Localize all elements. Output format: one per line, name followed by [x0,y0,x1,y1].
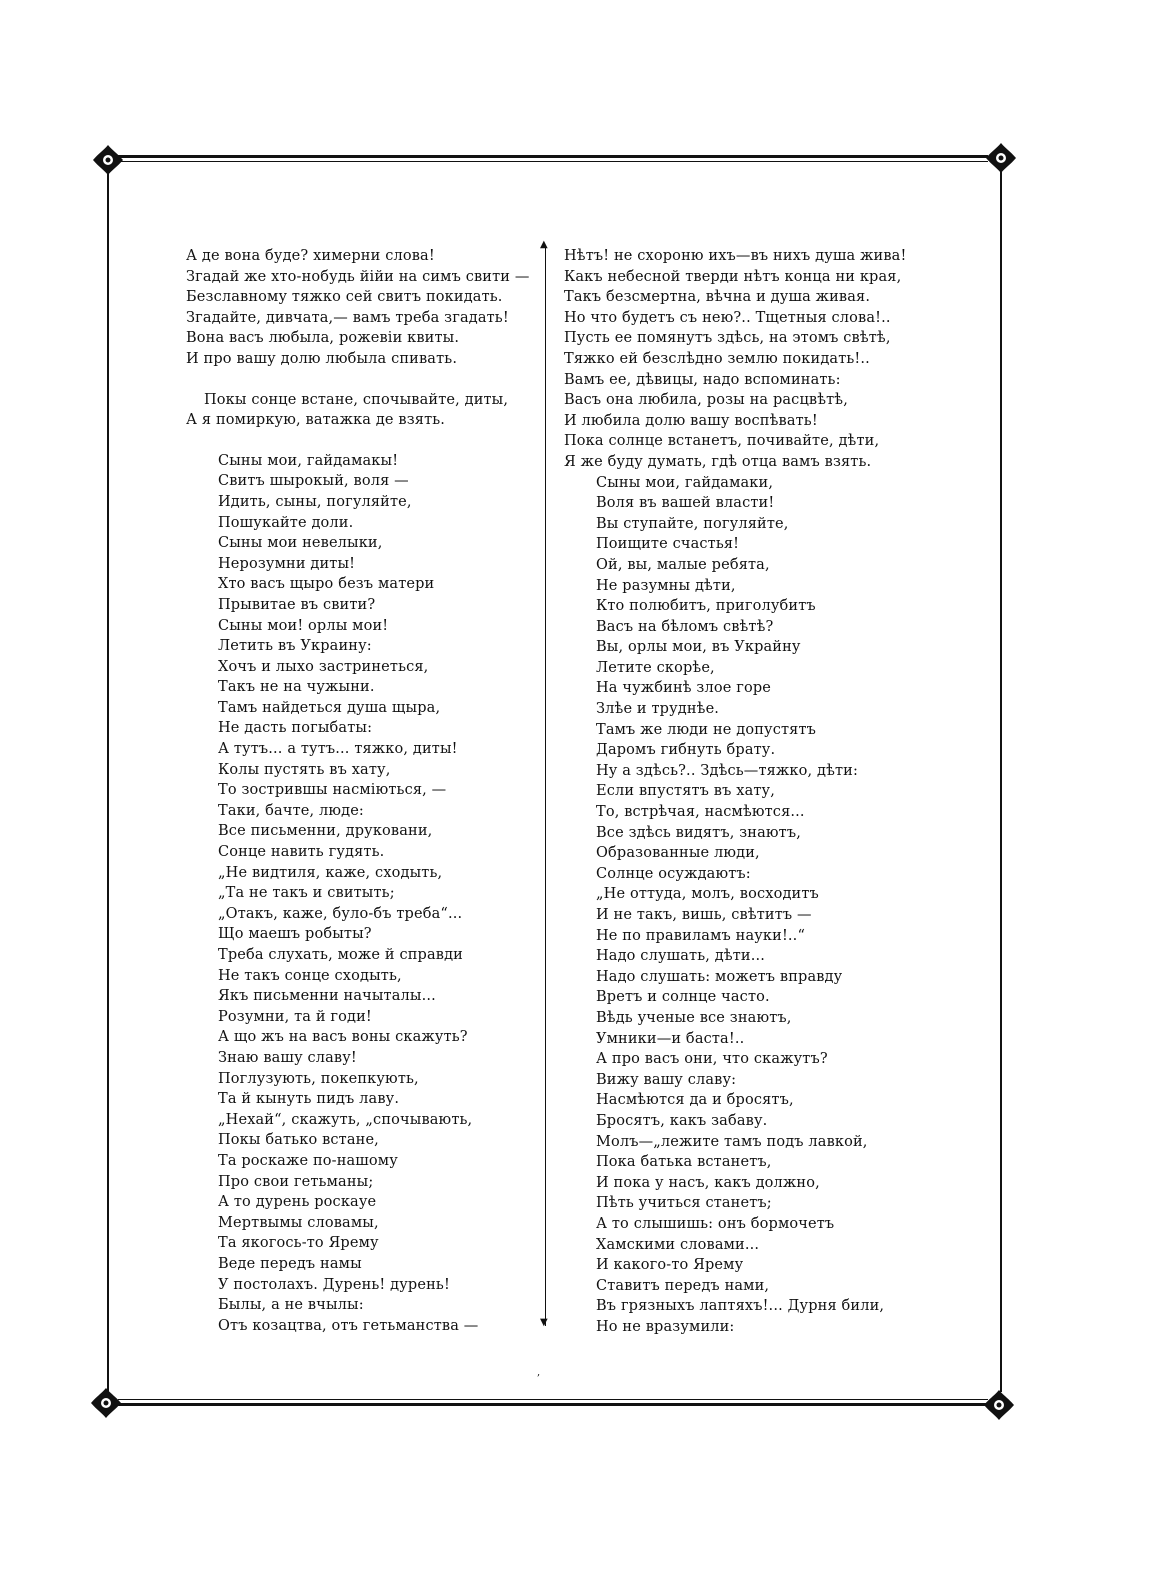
poem-line: Та й кынуть пидъ лаву. [218,1091,400,1108]
poem-line: Та роскаже по-нашому [218,1152,398,1169]
poem-line: А про васъ они, что скажутъ? [596,1051,828,1068]
poem-line: Но что будетъ съ нею?.. Тщетныя слова!.. [564,309,891,326]
poem-line: Веде передъ намы [218,1255,362,1272]
poem-line: Вона васъ любыла, рожевіи квиты. [186,330,460,347]
poem-line: Тяжко ей безслѣдно землю покидать!.. [564,350,870,367]
poem-line: Ну а здѣсь?.. Здѣсь—тяжко, дѣти: [596,762,859,779]
poem-line: Треба слухать, може й справди [218,947,463,963]
frame-top-border [118,155,988,158]
poem-line: Хочъ и лыхо застринеться, [218,658,429,675]
poem-line: Не разумны дѣти, [596,577,736,594]
poem-line: Не такъ сонце сходыть, [218,967,402,984]
poem-line: „Нехай“, скажуть, „спочывають, [218,1111,473,1128]
poem-line: Вы, орлы мои, въ Украйну [596,639,801,656]
poem-line: Отъ козацтва, отъ гетьманства — [218,1317,479,1334]
poem-line: Васъ она любила, розы на расцвѣтѣ, [564,392,848,409]
poem-line: Летить въ Украину: [218,638,372,655]
poem-line: Свитъ шырокый, воля — [218,473,409,490]
poem-line: Згадай же хто-нобудь йійи на симъ свити — [186,268,530,285]
column-divider [545,246,546,1326]
frame-bottom-border-inner [118,1399,988,1400]
poem-line: Сонце навить гудять. [218,844,385,861]
poem-line: „Не оттуда, молъ, восходитъ [596,886,819,903]
poem-line: Знаю вашу славу! [218,1049,357,1066]
poem-line: Сыны мои! орлы мои! [218,617,389,634]
left-column-poem [186,246,530,1336]
poem-line: Не дасть погыбаты: [218,720,373,737]
poem-line: Я же буду думать, гдѣ отца вамъ взять. [564,453,872,470]
poem-line: Такъ безсмертна, вѣчна и душа живая. [564,289,871,306]
poem-line: Хто васъ щыро безъ матери [218,576,435,593]
poem-line: Хамскими словами... [596,1236,760,1253]
frame-top-border-inner [118,161,988,162]
poem-line: И не такъ, вишь, свѣтитъ — [596,907,812,923]
poem-line: Надо слушать, дѣти... [596,948,766,965]
poem-line: Пока батька встанетъ, [596,1154,772,1171]
poem-line: А що жъ на васъ воны скажуть? [218,1029,468,1046]
poem-line: Якъ письменни начыталы... [218,988,436,1005]
poem-line: То, встрѣчая, насмѣются... [596,804,805,821]
poem-line: Если впустятъ въ хату, [596,783,775,800]
page-mark: , [537,1367,541,1378]
frame-left-border [107,170,109,1392]
poem-line: И любила долю вашу воспѣвать! [564,412,818,429]
poem-line: Що маешъ робыты? [218,926,372,943]
poem-line: Поглузують, покепкують, [218,1070,419,1087]
poem-line: Такъ не на чужыни. [218,679,375,696]
poem-line: Воля въ вашей власти! [596,495,775,512]
poem-line: У постолахъ. Дурень! дурень! [218,1276,450,1293]
poem-line: Прывитае въ свити? [218,596,376,613]
frame-right-border [1000,170,1002,1392]
poem-line: Згадайте, дивчата,— вамъ треба згадать! [186,309,509,326]
poem-line: Пѣть учиться станетъ; [596,1195,772,1212]
frame-bottom-border [118,1403,988,1406]
poem-line: Покы батько встане, [218,1132,379,1149]
poem-line: Молъ—„лежите тамъ подъ лавкой, [596,1133,868,1150]
poem-line: А тутъ... а тутъ... тяжко, диты! [218,741,458,758]
poem-line: „Отакъ, каже, було-бъ треба“... [218,905,463,922]
poem-line: Пошукайте доли. [218,514,354,531]
poem-line: И какого-то Ярему [596,1257,744,1274]
poem-line: Былы, а не вчылы: [218,1297,364,1314]
divider-top-arrow-icon: ▲ [540,239,548,250]
poem-line: Все здѣсь видятъ, знаютъ, [596,824,801,841]
poem-line: Тамъ найдеться душа щыра, [218,699,441,716]
poem-line: Колы пустять въ хату, [218,761,391,778]
poem-line: А я помиркую, ватажка де взять. [186,412,446,429]
poem-line: Мертвымы словамы, [218,1214,379,1231]
poem-line: Безславному тяжко сей свитъ покидать. [186,289,503,306]
poem-line: Сыны мои, гайдамаки, [596,474,774,491]
poem-line: Тамъ же люди не допустятъ [596,721,816,738]
poem-line: Не по правиламъ науки!..“ [596,927,806,944]
poem-line: Васъ на бѣломъ свѣтѣ? [596,618,774,635]
poem-line: Сыны мои невелыки, [218,535,383,552]
poem-line: И пока у насъ, какъ должно, [596,1174,820,1191]
poem-line: Кто полюбитъ, приголубитъ [596,598,816,615]
poem-line: То зострившы насміються, — [218,782,447,799]
poem-line: Въ грязныхъ лаптяхъ!... Дурня били, [596,1298,885,1315]
poem-line: Таки, бачте, люде: [218,802,364,819]
poem-line: Летите скорѣе, [596,659,715,676]
poem-line: Сыны мои, гайдамакы! [218,452,399,469]
poem-line: „Та не такъ и свитыть; [218,885,395,902]
poem-line: Вижу вашу славу: [596,1071,737,1088]
poem-line: Про свои гетьманы; [218,1173,374,1190]
poem-line: Та якогось-то Ярему [218,1235,379,1252]
poem-line: Вретъ и солнце часто. [596,989,770,1006]
poem-line: Нѣтъ! не схороню ихъ—въ нихъ душа жива! [564,248,907,264]
poem-line: Покы сонце встане, спочывайте, диты, [204,391,509,408]
poem-line: Но не вразумили: [596,1318,735,1335]
poem-line: Вамъ ее, дѣвицы, надо вспоминать: [564,371,841,388]
poem-line: Поищите счастья! [596,536,740,553]
poem-line: Идить, сыны, погуляйте, [218,493,412,510]
poem-line: Вы ступайте, погуляйте, [596,515,789,532]
poem-line: Умники—и баста!.. [596,1030,745,1047]
poem-line: И про вашу долю любыла спивать. [186,350,458,367]
poem-line: Нерозумни диты! [218,555,356,572]
poem-line: Насмѣются да и бросятъ, [596,1092,794,1109]
corner-ornament-icon [984,141,1018,175]
corner-ornament-icon [89,1386,123,1420]
poem-line: Образованные люди, [596,845,760,862]
poem-line: Пусть ее помянутъ здѣсь, на этомъ свѣтѣ, [564,330,891,347]
poem-line: А то дурень роскауе [218,1194,377,1211]
poem-line: Солнце осуждаютъ: [596,865,751,882]
poem-line: Пока солнце встанетъ, почивайте, дѣти, [564,433,880,450]
poem-line: На чужбинѣ злое горе [596,680,771,697]
poem-line: Ой, вы, малые ребята, [596,556,770,573]
poem-line: А то слышишь: онъ бормочетъ [596,1215,835,1232]
corner-ornament-icon [982,1388,1016,1422]
poem-line: Розумни, та й годи! [218,1008,372,1025]
poem-line: Какъ небесной тверди нѣтъ конца ни края, [564,268,902,285]
poem-line: „Не видтиля, каже, сходыть, [218,864,443,881]
poem-line: Бросятъ, какъ забаву. [596,1112,768,1129]
divider-bottom-arrow-icon: ▼ [540,1317,548,1328]
poem-line: Злѣе и труднѣе. [596,701,720,718]
poem-line: А де вона буде? химерни слова! [186,248,435,264]
poem-line: Надо слушать: можетъ вправду [596,968,843,985]
poem-line: Вѣдь ученые все знаютъ, [596,1009,792,1026]
poem-line: Даромъ гибнуть брату. [596,742,776,759]
poem-line: Ставитъ передъ нами, [596,1277,770,1294]
poem-line: Все письменни, друковани, [218,823,433,840]
corner-ornament-icon [91,143,125,177]
right-column-poem [564,246,944,1337]
